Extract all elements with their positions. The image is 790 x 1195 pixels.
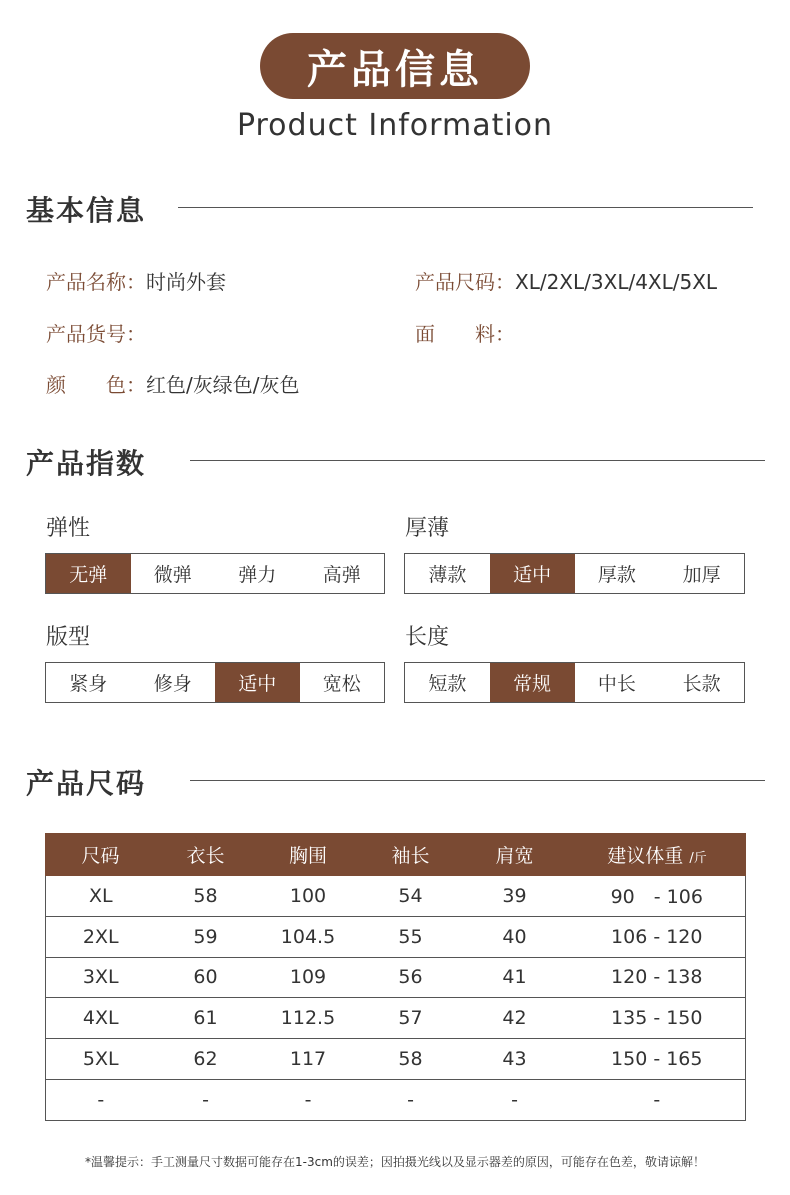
info-value: 红色/灰绿色/灰色 [146, 373, 300, 397]
table-cell: 57 [361, 998, 461, 1039]
option-length[interactable]: 短款 [428, 673, 467, 695]
table-cell: 106 - 120 [569, 916, 746, 957]
table-cell: 54 [361, 876, 461, 917]
table-cell: 100 [256, 876, 361, 917]
column-header-weight [569, 834, 746, 876]
segment-elasticity [45, 553, 385, 594]
option-elasticity[interactable]: 微弹 [153, 564, 192, 586]
info-row-sku [46, 318, 146, 347]
weight-unit: /斤 [689, 851, 707, 866]
table-cell: 58 [361, 1039, 461, 1080]
column-header: 胸围 [256, 834, 361, 876]
option-fit[interactable]: 紧身 [69, 673, 108, 695]
table-cell: XL [46, 876, 156, 917]
option-elasticity[interactable]: 高弹 [322, 564, 361, 586]
table-cell: - [569, 1079, 746, 1120]
table-header-row [46, 834, 746, 876]
info-label: 产品名称： [46, 270, 146, 294]
table-row [46, 998, 746, 1039]
table-cell: 109 [256, 957, 361, 998]
section-title-size: 产品尺码 [26, 767, 147, 800]
table-cell: 55 [361, 916, 461, 957]
column-header: 建议体重 [607, 845, 684, 867]
table-cell: 2XL [46, 916, 156, 957]
table-cell: - [156, 1079, 256, 1120]
option-length[interactable]: 中长 [597, 673, 636, 695]
table-row [46, 1039, 746, 1080]
option-thickness[interactable]: 薄款 [428, 564, 467, 586]
table-cell: - [461, 1079, 569, 1120]
size-table [45, 833, 746, 1121]
table-cell: 120 - 138 [569, 957, 746, 998]
option-fit[interactable]: 修身 [153, 673, 192, 695]
table-cell: 58 [156, 876, 256, 917]
page-title: 产品信息 [307, 46, 483, 93]
column-header: 尺码 [46, 834, 156, 876]
info-label: 产品货号： [46, 322, 146, 346]
option-fit[interactable]: 适中 [215, 663, 300, 702]
table-cell: - [361, 1079, 461, 1120]
page-title-badge [260, 33, 530, 99]
table-row [46, 957, 746, 998]
table-cell: 117 [256, 1039, 361, 1080]
info-label: 产品尺码： [415, 270, 515, 294]
table-cell: 4XL [46, 998, 156, 1039]
info-row-fabric [415, 318, 515, 347]
option-length[interactable]: 长款 [682, 673, 721, 695]
info-row-name [46, 266, 226, 295]
table-cell: 59 [156, 916, 256, 957]
info-label: 面 料： [415, 322, 515, 346]
option-elasticity[interactable]: 弹力 [238, 564, 277, 586]
info-label: 颜 色： [46, 373, 146, 397]
table-cell: 60 [156, 957, 256, 998]
column-header: 衣长 [156, 834, 256, 876]
table-cell: 3XL [46, 957, 156, 998]
option-length[interactable]: 常规 [490, 663, 575, 702]
group-title-elasticity: 弹性 [46, 516, 91, 541]
option-thickness[interactable]: 适中 [490, 554, 575, 593]
info-value: XL/2XL/3XL/4XL/5XL [515, 270, 718, 294]
column-header: 肩宽 [461, 834, 569, 876]
table-cell: 90 - 106 [569, 876, 746, 917]
section-title-basic: 基本信息 [26, 194, 147, 227]
info-row-color [46, 369, 299, 398]
table-cell: 5XL [46, 1039, 156, 1080]
option-thickness[interactable]: 加厚 [682, 564, 721, 586]
section-divider [178, 207, 753, 208]
table-cell: 135 - 150 [569, 998, 746, 1039]
info-value: 时尚外套 [146, 270, 226, 294]
table-cell: - [46, 1079, 156, 1120]
section-title-index: 产品指数 [26, 447, 147, 480]
section-divider [190, 460, 765, 461]
page-subtitle: Product Information [236, 108, 554, 143]
table-cell: 42 [461, 998, 569, 1039]
table-cell: 43 [461, 1039, 569, 1080]
group-title-fit: 版型 [46, 625, 91, 650]
table-cell: 112.5 [256, 998, 361, 1039]
option-elasticity[interactable]: 无弹 [46, 554, 131, 593]
option-thickness[interactable]: 厚款 [597, 564, 636, 586]
segment-length [404, 662, 745, 703]
table-cell: 61 [156, 998, 256, 1039]
column-header: 袖长 [361, 834, 461, 876]
table-cell: 150 - 165 [569, 1039, 746, 1080]
table-cell: 62 [156, 1039, 256, 1080]
segment-fit [45, 662, 385, 703]
info-row-size [415, 266, 717, 295]
table-cell: 56 [361, 957, 461, 998]
footer-note: *温馨提示：手工测量尺寸数据可能存在1-3cm的误差；因拍摄光线以及显示器差的原因，可能存在色差，敬请谅解！ [85, 1155, 705, 1169]
table-cell: 41 [461, 957, 569, 998]
group-title-length: 长度 [405, 625, 450, 650]
table-cell: - [256, 1079, 361, 1120]
table-cell: 39 [461, 876, 569, 917]
table-row [46, 876, 746, 917]
table-row [46, 1079, 746, 1120]
group-title-thickness: 厚薄 [405, 516, 450, 541]
option-fit[interactable]: 宽松 [322, 673, 361, 695]
table-cell: 104.5 [256, 916, 361, 957]
table-cell: 40 [461, 916, 569, 957]
table-row [46, 916, 746, 957]
segment-thickness [404, 553, 745, 594]
section-divider [190, 780, 765, 781]
